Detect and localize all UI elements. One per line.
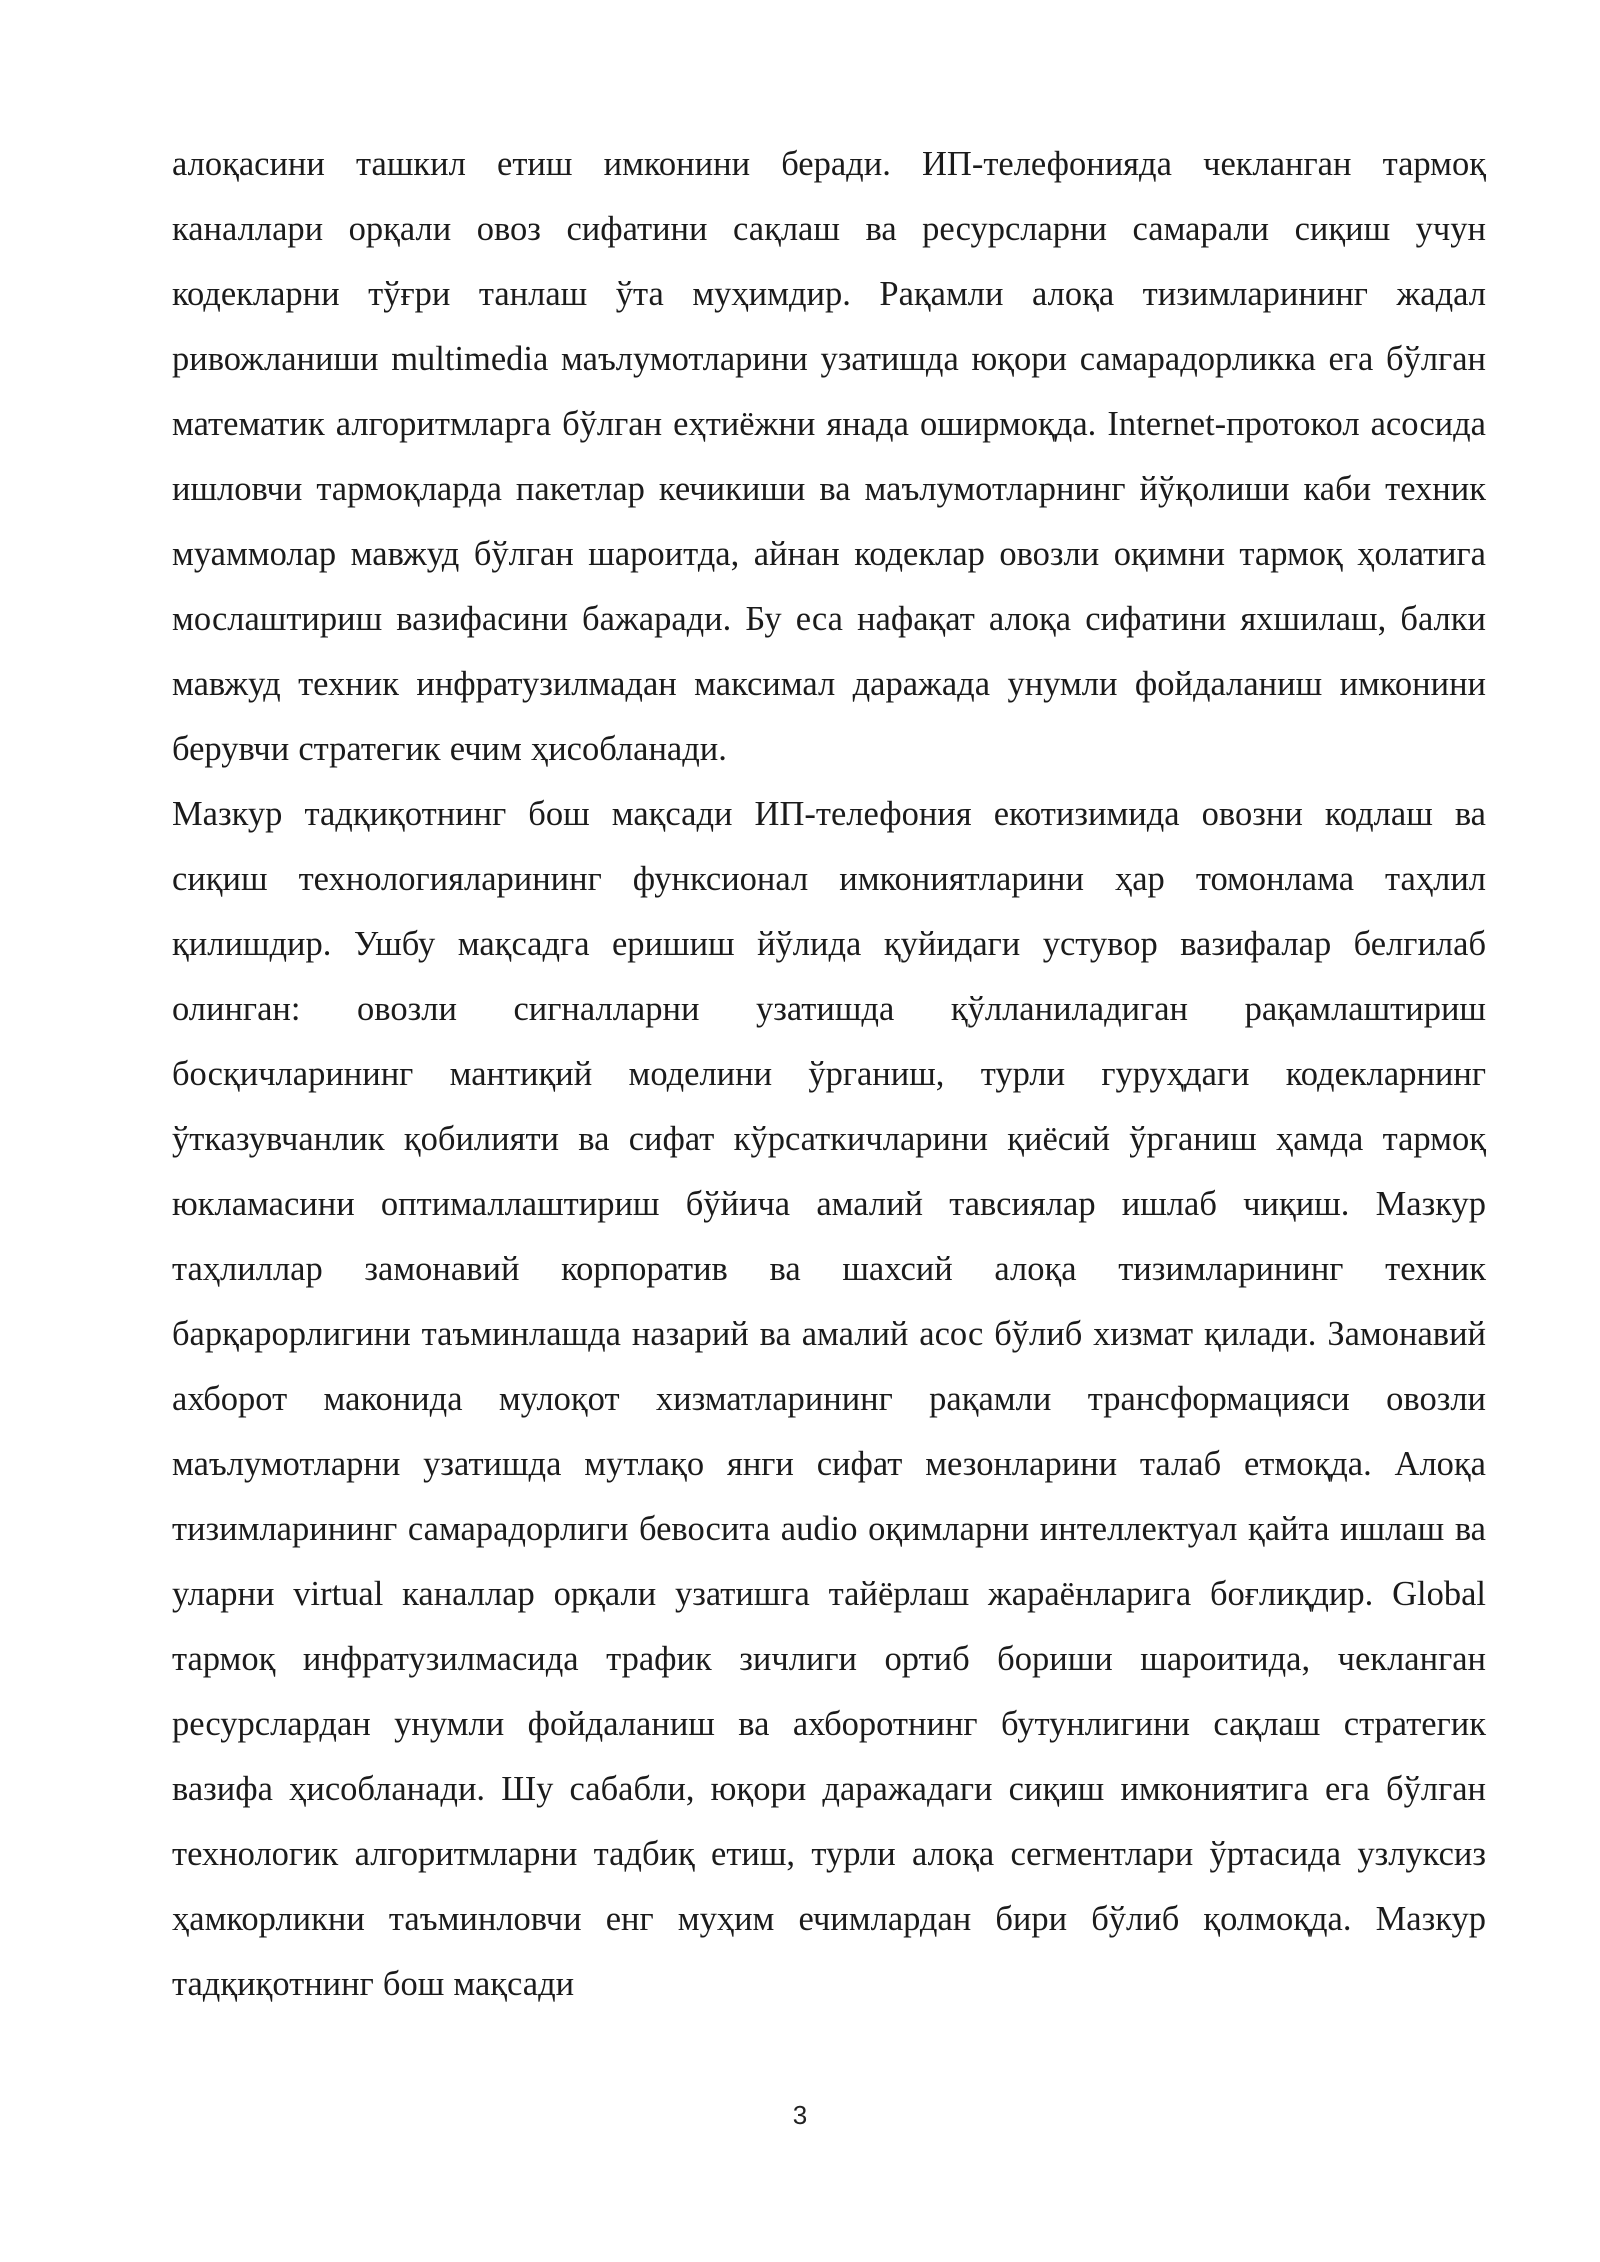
body-text — [172, 132, 1486, 2017]
paragraph-2: Мазкур тадқиқотнинг бош мақсади ИП-телефония екотизимида овозни кодлаш ва сиқиш технологияларининг функсионал имкониятларини ҳар томонлама таҳлил қилишдир. Ушбу мақсадга еришиш йўлида қуйидаги устувор вазифалар белгилаб олинган: овозли сигналларни узатишда қўлланиладиган рақамлаштириш босқичларининг мантиқий моделини ўрганиш, турли гуруҳдаги кодекларнинг ўтказувчанлик қобилияти ва сифат кўрсаткичларини қиёсий ўрганиш ҳамда тармоқ юкламасини оптималлаштириш бўйича амалий тавсиялар ишлаб чиқиш. Мазкур таҳлиллар замонавий корпоратив ва шахсий алоқа тизимларининг техник барқарорлигини таъминлашда назарий ва амалий асос бўлиб хизмат қилади. Замонавий ахборот маконида мулоқот хизматларининг рақамли трансформацияси овозли маълумотларни узатишда мутлақо янги сифат мезонларини талаб етмоқда. Алоқа тизимларининг самарадорлиги бевосита audio оқимларни интеллектуал қайта ишлаш ва уларни virtual каналлар орқали узатишга тайёрлаш жараёнларига боғлиқдир. Global тармоқ инфратузилмасида трафик зичлиги ортиб бориши шароитида, чекланган ресурслардан унумли фойдаланиш ва ахборотнинг бутунлигини сақлаш стратегик вазифа ҳисобланади. Шу сабабли, юқори даражадаги сиқиш имкониятига ега бўлган технологик алгоритмларни тадбиқ етиш, турли алоқа сегментлари ўртасида узлуксиз ҳамкорликни таъминловчи енг муҳим ечимлардан бири бўлиб қолмоқда. Мазкур тадқиқотнинг бош мақсади — [172, 795, 1486, 2003]
page-number: 3 — [792, 2100, 808, 2130]
paragraph-1: алоқасини ташкил етиш имконини беради. ИП-телефонияда чекланган тармоқ каналлари орқали овоз сифатини сақлаш ва ресурсларни самарали сиқиш учун кодекларни тўғри танлаш ўта муҳимдир. Рақамли алоқа тизимларининг жадал ривожланиши multimedia маълумотларини узатишда юқори самарадорликка ега бўлган математик алгоритмларга бўлган еҳтиёжни янада оширмоқда. Internet-протокол асосида ишловчи тармоқларда пакетлар кечикиши ва маълумотларнинг йўқолиши каби техник муаммолар мавжуд бўлган шароитда, айнан кодеклар овозли оқимни тармоқ ҳолатига мослаштириш вазифасини бажаради. Бу еса нафақат алоқа сифатини яхшилаш, балки мавжуд техник инфратузилмадан максимал даражада унумли фойдаланиш имконини берувчи стратегик ечим ҳисобланади. — [172, 145, 1486, 768]
